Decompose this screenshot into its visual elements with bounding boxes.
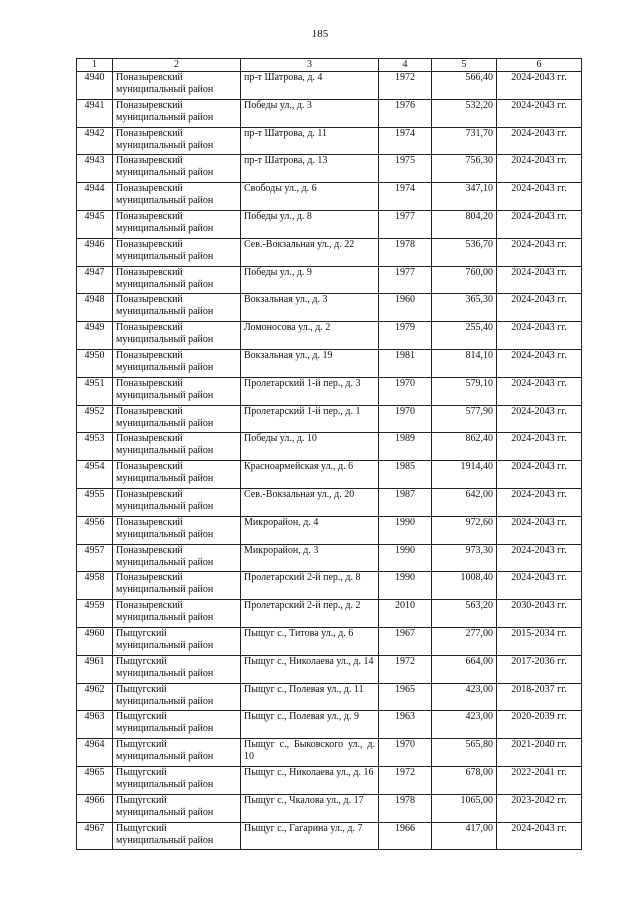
period-cell: 2024-2043 гг. (497, 294, 582, 322)
address-cell: Пыщуг с., Гагарина ул., д. 7 (241, 822, 379, 850)
district-line: муниципальный район (116, 195, 214, 207)
row-number-cell: 4956 (77, 516, 113, 544)
area-cell: 566,40 (432, 72, 497, 100)
district-line: муниципальный район (116, 806, 214, 818)
district-cell (113, 183, 241, 211)
year-cell: 1985 (379, 461, 432, 489)
area-cell: 804,20 (432, 210, 497, 238)
district-line: Поназыревский (116, 99, 183, 111)
row-number-cell: 4966 (77, 794, 113, 822)
row-number-cell: 4945 (77, 210, 113, 238)
district-line: муниципальный район (116, 723, 214, 735)
district-cell (113, 627, 241, 655)
year-cell: 1972 (379, 72, 432, 100)
period-cell: 2017-2036 гг. (497, 655, 582, 683)
period-cell: 2024-2043 гг. (497, 127, 582, 155)
period-cell: 2024-2043 гг. (497, 183, 582, 211)
district-cell (113, 822, 241, 850)
address-cell: Пыщуг с., Титова ул., д. 6 (241, 627, 379, 655)
district-cell (113, 266, 241, 294)
district-cell (113, 600, 241, 628)
row-number-cell: 4946 (77, 238, 113, 266)
period-cell: 2030-2043 гг. (497, 600, 582, 628)
year-cell: 1977 (379, 210, 432, 238)
row-number-cell: 4958 (77, 572, 113, 600)
table-header (77, 59, 582, 72)
district-cell (113, 294, 241, 322)
address-cell: Пролетарский 1-й пер., д. 1 (241, 405, 379, 433)
district-cell (113, 433, 241, 461)
period-cell: 2024-2043 гг. (497, 516, 582, 544)
table-row (77, 516, 582, 544)
table-row (77, 600, 582, 628)
table-row (77, 294, 582, 322)
address-cell: Микрорайон, д. 3 (241, 544, 379, 572)
year-cell: 1978 (379, 238, 432, 266)
district-line: муниципальный район (116, 334, 214, 346)
area-cell: 255,40 (432, 322, 497, 350)
district-line: Поназыревский (116, 210, 183, 222)
period-cell: 2020-2039 гг. (497, 711, 582, 739)
district-cell (113, 794, 241, 822)
area-cell: 536,70 (432, 238, 497, 266)
district-line: Поназыревский (116, 572, 183, 584)
area-cell: 1008,40 (432, 572, 497, 600)
year-cell: 1965 (379, 683, 432, 711)
period-cell: 2024-2043 гг. (497, 377, 582, 405)
district-line: Пыщугский (116, 739, 167, 751)
year-cell: 1970 (379, 377, 432, 405)
district-line: Поназыревский (116, 461, 183, 473)
district-line: муниципальный район (116, 389, 214, 401)
table-row (77, 349, 582, 377)
district-cell (113, 572, 241, 600)
area-cell: 577,90 (432, 405, 497, 433)
district-line: Поназыревский (116, 322, 183, 334)
period-cell: 2024-2043 гг. (497, 461, 582, 489)
district-line: муниципальный район (116, 278, 214, 290)
area-cell: 642,00 (432, 488, 497, 516)
district-line: муниципальный район (116, 639, 214, 651)
district-line: Пыщугский (116, 627, 167, 639)
address-cell: Пролетарский 1-й пер., д. 3 (241, 377, 379, 405)
address-cell: Вокзальная ул., д. 3 (241, 294, 379, 322)
address-cell: Свободы ул., д. 6 (241, 183, 379, 211)
district-cell (113, 405, 241, 433)
year-cell: 1977 (379, 266, 432, 294)
area-cell: 731,70 (432, 127, 497, 155)
district-line: Поназыревский (116, 127, 183, 139)
period-cell: 2024-2043 гг. (497, 210, 582, 238)
row-number-cell: 4941 (77, 99, 113, 127)
year-cell: 1972 (379, 655, 432, 683)
district-line: Поназыревский (116, 266, 183, 278)
district-cell (113, 127, 241, 155)
row-number-cell: 4944 (77, 183, 113, 211)
header-row (77, 59, 582, 72)
period-cell: 2024-2043 гг. (497, 488, 582, 516)
district-line: Поназыревский (116, 349, 183, 361)
column-header: 5 (432, 59, 497, 72)
column-header: 3 (241, 59, 379, 72)
address-cell: Пыщуг с., Полевая ул., д. 11 (241, 683, 379, 711)
district-cell (113, 683, 241, 711)
row-number-cell: 4952 (77, 405, 113, 433)
district-line: муниципальный район (116, 167, 214, 179)
table-row (77, 127, 582, 155)
address-cell: пр-т Шатрова, д. 4 (241, 72, 379, 100)
table-row (77, 683, 582, 711)
year-cell: 1967 (379, 627, 432, 655)
district-cell (113, 238, 241, 266)
address-cell: Пыщуг с., Николаева ул., д. 16 (241, 766, 379, 794)
address-cell: Пыщуг с., Полевая ул., д. 9 (241, 711, 379, 739)
address-cell: Сев.-Вокзальная ул., д. 20 (241, 488, 379, 516)
year-cell: 1976 (379, 99, 432, 127)
area-cell: 423,00 (432, 683, 497, 711)
district-line: муниципальный район (116, 584, 214, 596)
table-row (77, 794, 582, 822)
district-line: Поназыревский (116, 72, 183, 83)
table-row (77, 266, 582, 294)
district-line: Пыщугский (116, 655, 167, 667)
table-row (77, 461, 582, 489)
address-cell: Пролетарский 2-й пер., д. 8 (241, 572, 379, 600)
district-line: Поназыревский (116, 405, 183, 417)
table-row (77, 377, 582, 405)
district-line: муниципальный район (116, 528, 214, 540)
period-cell: 2024-2043 гг. (497, 572, 582, 600)
area-cell: 862,40 (432, 433, 497, 461)
area-cell: 563,20 (432, 600, 497, 628)
district-line: муниципальный район (116, 473, 214, 485)
district-cell (113, 766, 241, 794)
year-cell: 1974 (379, 183, 432, 211)
district-line: Пыщугский (116, 711, 167, 723)
area-cell: 756,30 (432, 155, 497, 183)
table-row (77, 405, 582, 433)
address-cell: Победы ул., д. 3 (241, 99, 379, 127)
period-cell: 2023-2042 гг. (497, 794, 582, 822)
district-line: Поназыревский (116, 294, 183, 306)
row-number-cell: 4953 (77, 433, 113, 461)
table-row (77, 72, 582, 100)
district-line: муниципальный район (116, 417, 214, 429)
period-cell: 2024-2043 гг. (497, 72, 582, 100)
table-row (77, 627, 582, 655)
district-line: муниципальный район (116, 556, 214, 568)
address-cell: Победы ул., д. 9 (241, 266, 379, 294)
table-row (77, 183, 582, 211)
table-row (77, 572, 582, 600)
page-number: 185 (311, 28, 329, 40)
district-cell (113, 544, 241, 572)
period-cell: 2024-2043 гг. (497, 433, 582, 461)
district-line: муниципальный район (116, 500, 214, 512)
period-cell: 2024-2043 гг. (497, 822, 582, 850)
row-number-cell: 4940 (77, 72, 113, 100)
column-header: 4 (379, 59, 432, 72)
period-cell: 2024-2043 гг. (497, 544, 582, 572)
district-cell (113, 72, 241, 100)
district-line: Поназыревский (116, 377, 183, 389)
period-cell: 2024-2043 гг. (497, 322, 582, 350)
area-cell: 417,00 (432, 822, 497, 850)
area-cell: 814,10 (432, 349, 497, 377)
year-cell: 1963 (379, 711, 432, 739)
district-line: Поназыревский (116, 183, 183, 195)
district-line: муниципальный район (116, 834, 214, 846)
address-cell: Победы ул., д. 10 (241, 433, 379, 461)
period-cell: 2021-2040 гг. (497, 739, 582, 767)
address-cell: Вокзальная ул., д. 19 (241, 349, 379, 377)
row-number-cell: 4950 (77, 349, 113, 377)
district-cell (113, 155, 241, 183)
table-row (77, 322, 582, 350)
row-number-cell: 4951 (77, 377, 113, 405)
district-cell (113, 461, 241, 489)
row-number-cell: 4965 (77, 766, 113, 794)
district-cell (113, 516, 241, 544)
column-header: 6 (497, 59, 582, 72)
district-line: Поназыревский (116, 488, 183, 500)
district-cell (113, 739, 241, 767)
district-cell (113, 655, 241, 683)
area-cell: 423,00 (432, 711, 497, 739)
address-cell: Пыщуг с., Николаева ул., д. 14 (241, 655, 379, 683)
district-line: муниципальный район (116, 695, 214, 707)
district-cell (113, 488, 241, 516)
year-cell: 1970 (379, 405, 432, 433)
area-cell: 1914,40 (432, 461, 497, 489)
period-cell: 2024-2043 гг. (497, 155, 582, 183)
table-row (77, 766, 582, 794)
year-cell: 1990 (379, 544, 432, 572)
district-cell (113, 322, 241, 350)
district-line: Пыщугский (116, 683, 167, 695)
period-cell: 2024-2043 гг. (497, 266, 582, 294)
row-number-cell: 4957 (77, 544, 113, 572)
row-number-cell: 4967 (77, 822, 113, 850)
address-cell: Победы ул., д. 8 (241, 210, 379, 238)
row-number-cell: 4959 (77, 600, 113, 628)
table-row (77, 822, 582, 850)
column-header: 2 (113, 59, 241, 72)
district-cell (113, 99, 241, 127)
row-number-cell: 4949 (77, 322, 113, 350)
district-line: муниципальный район (116, 445, 214, 457)
area-cell: 1065,00 (432, 794, 497, 822)
district-line: муниципальный район (116, 778, 214, 790)
table-row (77, 544, 582, 572)
district-line: Поназыревский (116, 155, 183, 167)
row-number-cell: 4960 (77, 627, 113, 655)
address-cell: Пролетарский 2-й пер., д. 2 (241, 600, 379, 628)
district-line: муниципальный район (116, 84, 214, 95)
row-number-cell: 4943 (77, 155, 113, 183)
district-cell (113, 210, 241, 238)
table-row (77, 655, 582, 683)
year-cell: 1966 (379, 822, 432, 850)
row-number-cell: 4948 (77, 294, 113, 322)
address-cell: Ломоносова ул., д. 2 (241, 322, 379, 350)
district-line: Пыщугский (116, 794, 167, 806)
area-cell: 532,20 (432, 99, 497, 127)
row-number-cell: 4962 (77, 683, 113, 711)
district-line: муниципальный район (116, 306, 214, 318)
row-number-cell: 4961 (77, 655, 113, 683)
table-row (77, 99, 582, 127)
district-line: муниципальный район (116, 111, 214, 123)
table-body (77, 72, 582, 850)
row-number-cell: 4955 (77, 488, 113, 516)
address-cell: пр-т Шатрова, д. 11 (241, 127, 379, 155)
row-number-cell: 4947 (77, 266, 113, 294)
address-cell: Красноармейская ул., д. 6 (241, 461, 379, 489)
area-cell: 664,00 (432, 655, 497, 683)
address-cell: пр-т Шатрова, д. 13 (241, 155, 379, 183)
row-number-cell: 4963 (77, 711, 113, 739)
district-line: Поназыревский (116, 516, 183, 528)
district-line: муниципальный район (116, 751, 214, 763)
year-cell: 1978 (379, 794, 432, 822)
period-cell: 2015-2034 гг. (497, 627, 582, 655)
year-cell: 1989 (379, 433, 432, 461)
district-line: муниципальный район (116, 139, 214, 151)
district-line: Поназыревский (116, 544, 183, 556)
district-line: муниципальный район (116, 612, 214, 624)
row-number-cell: 4954 (77, 461, 113, 489)
address-cell: Пыщуг с., Чкалова ул., д. 17 (241, 794, 379, 822)
table-row (77, 433, 582, 461)
year-cell: 1979 (379, 322, 432, 350)
year-cell: 1987 (379, 488, 432, 516)
period-cell: 2024-2043 гг. (497, 405, 582, 433)
period-cell: 2018-2037 гг. (497, 683, 582, 711)
table-row (77, 210, 582, 238)
row-number-cell: 4964 (77, 739, 113, 767)
table-row (77, 238, 582, 266)
period-cell: 2022-2041 гг. (497, 766, 582, 794)
district-line: муниципальный район (116, 222, 214, 234)
period-cell: 2024-2043 гг. (497, 349, 582, 377)
district-line: муниципальный район (116, 250, 214, 262)
year-cell: 1975 (379, 155, 432, 183)
area-cell: 973,30 (432, 544, 497, 572)
year-cell: 2010 (379, 600, 432, 628)
district-line: муниципальный район (116, 361, 214, 373)
district-line: Поназыревский (116, 238, 183, 250)
table-row (77, 739, 582, 767)
area-cell: 579,10 (432, 377, 497, 405)
area-cell: 365,30 (432, 294, 497, 322)
area-cell: 972,60 (432, 516, 497, 544)
address-cell: Микрорайон, д. 4 (241, 516, 379, 544)
period-cell: 2024-2043 гг. (497, 238, 582, 266)
district-cell (113, 349, 241, 377)
year-cell: 1974 (379, 127, 432, 155)
district-line: муниципальный район (116, 667, 214, 679)
table-row (77, 711, 582, 739)
column-header: 1 (77, 59, 113, 72)
year-cell: 1990 (379, 572, 432, 600)
year-cell: 1990 (379, 516, 432, 544)
area-cell: 678,00 (432, 766, 497, 794)
district-line: Пыщугский (116, 822, 167, 834)
district-cell (113, 711, 241, 739)
period-cell: 2024-2043 гг. (497, 99, 582, 127)
table-row (77, 155, 582, 183)
area-cell: 760,00 (432, 266, 497, 294)
year-cell: 1960 (379, 294, 432, 322)
area-cell: 277,00 (432, 627, 497, 655)
district-line: Поназыревский (116, 600, 183, 612)
district-line: Пыщугский (116, 766, 167, 778)
year-cell: 1970 (379, 739, 432, 767)
table-row (77, 488, 582, 516)
row-number-cell: 4942 (77, 127, 113, 155)
area-cell: 347,10 (432, 183, 497, 211)
address-cell: Пыщуг с., Быковского ул., д. 10 (241, 739, 379, 767)
address-cell: Сев.-Вокзальная ул., д. 22 (241, 238, 379, 266)
year-cell: 1981 (379, 349, 432, 377)
area-cell: 565,80 (432, 739, 497, 767)
registry-table (76, 58, 582, 850)
district-line: Поназыревский (116, 433, 183, 445)
year-cell: 1972 (379, 766, 432, 794)
district-cell (113, 377, 241, 405)
